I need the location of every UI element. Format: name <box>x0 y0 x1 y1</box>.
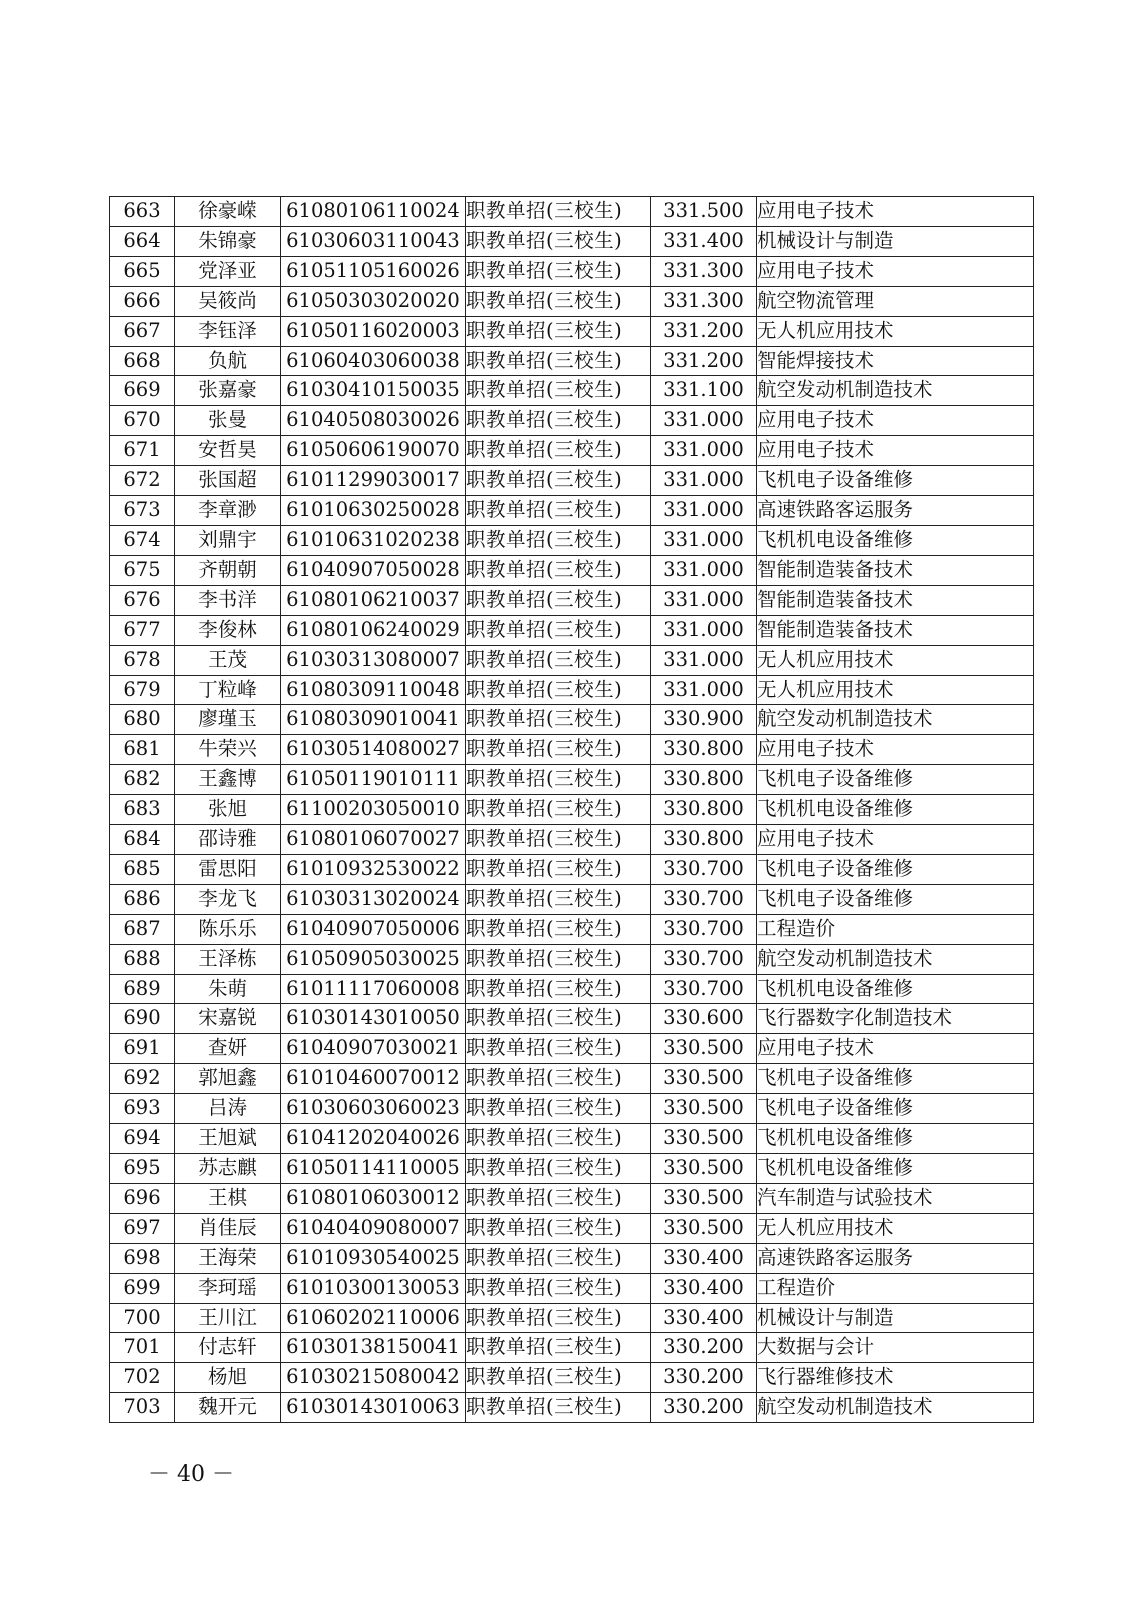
exam-id-cell: 61030143010063 <box>281 1393 466 1423</box>
name-cell: 王旭斌 <box>175 1124 281 1154</box>
score-cell: 331.500 <box>651 197 757 227</box>
major-cell: 无人机应用技术 <box>757 1213 1034 1243</box>
table-row <box>110 645 1034 675</box>
table-row <box>110 286 1034 316</box>
score-cell: 330.500 <box>651 1124 757 1154</box>
exam-id-cell: 61050116020003 <box>281 316 466 346</box>
exam-id-cell: 61040907030021 <box>281 1034 466 1064</box>
score-cell: 330.500 <box>651 1183 757 1213</box>
major-cell: 应用电子技术 <box>757 406 1034 436</box>
major-cell: 智能制造装备技术 <box>757 585 1034 615</box>
exam-id-cell: 61030313020024 <box>281 884 466 914</box>
rank-cell: 702 <box>110 1363 175 1393</box>
score-cell: 330.800 <box>651 825 757 855</box>
score-cell: 331.000 <box>651 585 757 615</box>
score-cell: 331.400 <box>651 226 757 256</box>
exam-id-cell: 61040409080007 <box>281 1213 466 1243</box>
exam-id-cell: 61060202110006 <box>281 1303 466 1333</box>
major-cell: 应用电子技术 <box>757 1034 1034 1064</box>
score-cell: 330.400 <box>651 1303 757 1333</box>
rank-cell: 703 <box>110 1393 175 1423</box>
major-cell: 高速铁路客运服务 <box>757 1243 1034 1273</box>
name-cell: 魏开元 <box>175 1393 281 1423</box>
name-cell: 郭旭鑫 <box>175 1064 281 1094</box>
exam-id-cell: 61080106240029 <box>281 615 466 645</box>
score-cell: 331.200 <box>651 316 757 346</box>
major-cell: 飞机机电设备维修 <box>757 795 1034 825</box>
score-cell: 330.700 <box>651 974 757 1004</box>
table-row <box>110 226 1034 256</box>
category-cell: 职教单招(三校生) <box>466 1393 651 1423</box>
table-row <box>110 466 1034 496</box>
score-cell: 330.400 <box>651 1243 757 1273</box>
name-cell: 李章渺 <box>175 496 281 526</box>
table-row <box>110 1303 1034 1333</box>
score-cell: 331.300 <box>651 286 757 316</box>
table-row <box>110 1333 1034 1363</box>
table-row <box>110 1004 1034 1034</box>
exam-id-cell: 61010932530022 <box>281 854 466 884</box>
score-cell: 330.500 <box>651 1213 757 1243</box>
exam-id-cell: 61030138150041 <box>281 1333 466 1363</box>
table-row <box>110 615 1034 645</box>
name-cell: 李书洋 <box>175 585 281 615</box>
name-cell: 苏志麒 <box>175 1154 281 1184</box>
score-cell: 330.700 <box>651 854 757 884</box>
rank-cell: 696 <box>110 1183 175 1213</box>
exam-id-cell: 61010460070012 <box>281 1064 466 1094</box>
exam-id-cell: 61051105160026 <box>281 256 466 286</box>
name-cell: 牛荣兴 <box>175 735 281 765</box>
table-row <box>110 854 1034 884</box>
exam-id-cell: 61010631020238 <box>281 525 466 555</box>
category-cell: 职教单招(三校生) <box>466 585 651 615</box>
rank-cell: 687 <box>110 914 175 944</box>
table-row <box>110 974 1034 1004</box>
rank-cell: 686 <box>110 884 175 914</box>
category-cell: 职教单招(三校生) <box>466 914 651 944</box>
table-row <box>110 1094 1034 1124</box>
table-row <box>110 1064 1034 1094</box>
exam-id-cell: 61030215080042 <box>281 1363 466 1393</box>
rank-cell: 675 <box>110 555 175 585</box>
category-cell: 职教单招(三校生) <box>466 376 651 406</box>
score-cell: 330.800 <box>651 735 757 765</box>
category-cell: 职教单招(三校生) <box>466 1183 651 1213</box>
category-cell: 职教单招(三校生) <box>466 1243 651 1273</box>
name-cell: 王川江 <box>175 1303 281 1333</box>
exam-id-cell: 61010630250028 <box>281 496 466 526</box>
table-row <box>110 316 1034 346</box>
major-cell: 飞机电子设备维修 <box>757 854 1034 884</box>
table-row <box>110 825 1034 855</box>
major-cell: 飞行器数字化制造技术 <box>757 1004 1034 1034</box>
table-row <box>110 256 1034 286</box>
exam-id-cell: 61040907050006 <box>281 914 466 944</box>
rank-cell: 681 <box>110 735 175 765</box>
rank-cell: 695 <box>110 1154 175 1184</box>
rank-cell: 689 <box>110 974 175 1004</box>
category-cell: 职教单招(三校生) <box>466 555 651 585</box>
score-cell: 330.800 <box>651 765 757 795</box>
table-row <box>110 914 1034 944</box>
category-cell: 职教单招(三校生) <box>466 286 651 316</box>
category-cell: 职教单招(三校生) <box>466 406 651 436</box>
category-cell: 职教单招(三校生) <box>466 525 651 555</box>
exam-id-cell: 61080309110048 <box>281 675 466 705</box>
score-cell: 330.500 <box>651 1154 757 1184</box>
name-cell: 李钰泽 <box>175 316 281 346</box>
exam-id-cell: 61050606190070 <box>281 436 466 466</box>
score-cell: 330.700 <box>651 914 757 944</box>
rank-cell: 698 <box>110 1243 175 1273</box>
score-cell: 331.000 <box>651 555 757 585</box>
rank-cell: 670 <box>110 406 175 436</box>
name-cell: 吴筱尚 <box>175 286 281 316</box>
exam-id-cell: 61080106030012 <box>281 1183 466 1213</box>
name-cell: 齐朝朝 <box>175 555 281 585</box>
rank-cell: 677 <box>110 615 175 645</box>
major-cell: 应用电子技术 <box>757 825 1034 855</box>
table-row <box>110 705 1034 735</box>
table-row <box>110 525 1034 555</box>
table-row <box>110 765 1034 795</box>
category-cell: 职教单招(三校生) <box>466 346 651 376</box>
rank-cell: 667 <box>110 316 175 346</box>
category-cell: 职教单招(三校生) <box>466 226 651 256</box>
exam-id-cell: 61080106110024 <box>281 197 466 227</box>
rank-cell: 674 <box>110 525 175 555</box>
category-cell: 职教单招(三校生) <box>466 316 651 346</box>
major-cell: 航空发动机制造技术 <box>757 705 1034 735</box>
major-cell: 飞机机电设备维修 <box>757 525 1034 555</box>
exam-id-cell: 61080309010041 <box>281 705 466 735</box>
rank-cell: 680 <box>110 705 175 735</box>
exam-id-cell: 61041202040026 <box>281 1124 466 1154</box>
rank-cell: 671 <box>110 436 175 466</box>
table-row <box>110 1183 1034 1213</box>
name-cell: 刘鼎宇 <box>175 525 281 555</box>
score-cell: 330.700 <box>651 884 757 914</box>
rank-cell: 693 <box>110 1094 175 1124</box>
category-cell: 职教单招(三校生) <box>466 1154 651 1184</box>
rank-cell: 697 <box>110 1213 175 1243</box>
category-cell: 职教单招(三校生) <box>466 436 651 466</box>
name-cell: 张嘉豪 <box>175 376 281 406</box>
category-cell: 职教单招(三校生) <box>466 1004 651 1034</box>
exam-id-cell: 61030313080007 <box>281 645 466 675</box>
name-cell: 徐豪嵘 <box>175 197 281 227</box>
name-cell: 王泽栋 <box>175 944 281 974</box>
rank-cell: 665 <box>110 256 175 286</box>
major-cell: 工程造价 <box>757 914 1034 944</box>
name-cell: 陈乐乐 <box>175 914 281 944</box>
name-cell: 李俊林 <box>175 615 281 645</box>
major-cell: 机械设计与制造 <box>757 226 1034 256</box>
category-cell: 职教单招(三校生) <box>466 496 651 526</box>
category-cell: 职教单招(三校生) <box>466 735 651 765</box>
score-cell: 330.500 <box>651 1034 757 1064</box>
table-row <box>110 496 1034 526</box>
score-cell: 331.000 <box>651 406 757 436</box>
category-cell: 职教单招(三校生) <box>466 1303 651 1333</box>
category-cell: 职教单招(三校生) <box>466 615 651 645</box>
exam-id-cell: 61010300130053 <box>281 1273 466 1303</box>
rank-cell: 701 <box>110 1333 175 1363</box>
name-cell: 肖佳辰 <box>175 1213 281 1243</box>
rank-cell: 688 <box>110 944 175 974</box>
major-cell: 工程造价 <box>757 1273 1034 1303</box>
exam-id-cell: 61050119010111 <box>281 765 466 795</box>
major-cell: 飞机电子设备维修 <box>757 466 1034 496</box>
exam-id-cell: 61050905030025 <box>281 944 466 974</box>
major-cell: 航空发动机制造技术 <box>757 1393 1034 1423</box>
category-cell: 职教单招(三校生) <box>466 944 651 974</box>
rank-cell: 694 <box>110 1124 175 1154</box>
score-cell: 330.400 <box>651 1273 757 1303</box>
rank-cell: 676 <box>110 585 175 615</box>
rank-cell: 663 <box>110 197 175 227</box>
name-cell: 邵诗雅 <box>175 825 281 855</box>
exam-id-cell: 61060403060038 <box>281 346 466 376</box>
rank-cell: 678 <box>110 645 175 675</box>
score-cell: 331.000 <box>651 525 757 555</box>
major-cell: 飞机机电设备维修 <box>757 1154 1034 1184</box>
name-cell: 廖瑾玉 <box>175 705 281 735</box>
rank-cell: 700 <box>110 1303 175 1333</box>
name-cell: 付志轩 <box>175 1333 281 1363</box>
exam-id-cell: 61040508030026 <box>281 406 466 436</box>
score-cell: 331.000 <box>651 496 757 526</box>
table-row <box>110 1034 1034 1064</box>
major-cell: 应用电子技术 <box>757 436 1034 466</box>
score-cell: 330.700 <box>651 944 757 974</box>
rank-cell: 685 <box>110 854 175 884</box>
admission-table-body <box>110 197 1034 1423</box>
major-cell: 飞机电子设备维修 <box>757 884 1034 914</box>
table-row <box>110 1154 1034 1184</box>
table-row <box>110 675 1034 705</box>
exam-id-cell: 61030603060023 <box>281 1094 466 1124</box>
table-row <box>110 1124 1034 1154</box>
category-cell: 职教单招(三校生) <box>466 765 651 795</box>
table-row <box>110 555 1034 585</box>
major-cell: 智能制造装备技术 <box>757 555 1034 585</box>
category-cell: 职教单招(三校生) <box>466 1034 651 1064</box>
rank-cell: 668 <box>110 346 175 376</box>
major-cell: 智能制造装备技术 <box>757 615 1034 645</box>
score-cell: 330.200 <box>651 1333 757 1363</box>
name-cell: 吕涛 <box>175 1094 281 1124</box>
major-cell: 智能焊接技术 <box>757 346 1034 376</box>
category-cell: 职教单招(三校生) <box>466 705 651 735</box>
rank-cell: 684 <box>110 825 175 855</box>
table-row <box>110 346 1034 376</box>
table-row <box>110 197 1034 227</box>
name-cell: 张曼 <box>175 406 281 436</box>
exam-id-cell: 61080106210037 <box>281 585 466 615</box>
table-row <box>110 1243 1034 1273</box>
rank-cell: 691 <box>110 1034 175 1064</box>
major-cell: 无人机应用技术 <box>757 316 1034 346</box>
exam-id-cell: 61050303020020 <box>281 286 466 316</box>
rank-cell: 692 <box>110 1064 175 1094</box>
major-cell: 飞机机电设备维修 <box>757 974 1034 1004</box>
name-cell: 李珂瑶 <box>175 1273 281 1303</box>
table-row <box>110 1363 1034 1393</box>
category-cell: 职教单招(三校生) <box>466 466 651 496</box>
exam-id-cell: 61040907050028 <box>281 555 466 585</box>
name-cell: 雷思阳 <box>175 854 281 884</box>
category-cell: 职教单招(三校生) <box>466 1363 651 1393</box>
table-row <box>110 585 1034 615</box>
name-cell: 朱锦豪 <box>175 226 281 256</box>
category-cell: 职教单招(三校生) <box>466 645 651 675</box>
score-cell: 330.200 <box>651 1393 757 1423</box>
name-cell: 王海荣 <box>175 1243 281 1273</box>
name-cell: 丁粒峰 <box>175 675 281 705</box>
category-cell: 职教单招(三校生) <box>466 675 651 705</box>
major-cell: 飞机电子设备维修 <box>757 1064 1034 1094</box>
major-cell: 航空发动机制造技术 <box>757 376 1034 406</box>
major-cell: 航空发动机制造技术 <box>757 944 1034 974</box>
rank-cell: 666 <box>110 286 175 316</box>
category-cell: 职教单招(三校生) <box>466 795 651 825</box>
category-cell: 职教单招(三校生) <box>466 854 651 884</box>
name-cell: 李龙飞 <box>175 884 281 914</box>
name-cell: 朱萌 <box>175 974 281 1004</box>
major-cell: 飞行器维修技术 <box>757 1363 1034 1393</box>
major-cell: 无人机应用技术 <box>757 675 1034 705</box>
table-row <box>110 1273 1034 1303</box>
rank-cell: 699 <box>110 1273 175 1303</box>
exam-id-cell: 61011117060008 <box>281 974 466 1004</box>
table-row <box>110 795 1034 825</box>
rank-cell: 682 <box>110 765 175 795</box>
name-cell: 宋嘉锐 <box>175 1004 281 1034</box>
category-cell: 职教单招(三校生) <box>466 197 651 227</box>
category-cell: 职教单招(三校生) <box>466 1273 651 1303</box>
table-row <box>110 1393 1034 1423</box>
table-row <box>110 1213 1034 1243</box>
major-cell: 应用电子技术 <box>757 256 1034 286</box>
rank-cell: 672 <box>110 466 175 496</box>
category-cell: 职教单招(三校生) <box>466 1124 651 1154</box>
major-cell: 飞机电子设备维修 <box>757 765 1034 795</box>
major-cell: 飞机机电设备维修 <box>757 1124 1034 1154</box>
category-cell: 职教单招(三校生) <box>466 1064 651 1094</box>
score-cell: 330.500 <box>651 1064 757 1094</box>
name-cell: 查妍 <box>175 1034 281 1064</box>
table-row <box>110 436 1034 466</box>
name-cell: 安哲昊 <box>175 436 281 466</box>
name-cell: 王茂 <box>175 645 281 675</box>
exam-id-cell: 61010930540025 <box>281 1243 466 1273</box>
exam-id-cell: 61030514080027 <box>281 735 466 765</box>
exam-id-cell: 61080106070027 <box>281 825 466 855</box>
score-cell: 330.600 <box>651 1004 757 1034</box>
score-cell: 331.000 <box>651 436 757 466</box>
score-cell: 331.100 <box>651 376 757 406</box>
category-cell: 职教单招(三校生) <box>466 884 651 914</box>
name-cell: 负航 <box>175 346 281 376</box>
score-cell: 330.500 <box>651 1094 757 1124</box>
score-cell: 331.000 <box>651 615 757 645</box>
page-number: － 40 － <box>148 1462 234 1487</box>
major-cell: 高速铁路客运服务 <box>757 496 1034 526</box>
rank-cell: 669 <box>110 376 175 406</box>
major-cell: 应用电子技术 <box>757 735 1034 765</box>
exam-id-cell: 61011299030017 <box>281 466 466 496</box>
major-cell: 航空物流管理 <box>757 286 1034 316</box>
name-cell: 王鑫博 <box>175 765 281 795</box>
exam-id-cell: 61050114110005 <box>281 1154 466 1184</box>
table-row <box>110 376 1034 406</box>
rank-cell: 679 <box>110 675 175 705</box>
major-cell: 汽车制造与试验技术 <box>757 1183 1034 1213</box>
score-cell: 331.300 <box>651 256 757 286</box>
category-cell: 职教单招(三校生) <box>466 825 651 855</box>
table-row <box>110 944 1034 974</box>
score-cell: 331.000 <box>651 466 757 496</box>
rank-cell: 690 <box>110 1004 175 1034</box>
score-cell: 331.000 <box>651 675 757 705</box>
name-cell: 杨旭 <box>175 1363 281 1393</box>
name-cell: 党泽亚 <box>175 256 281 286</box>
category-cell: 职教单招(三校生) <box>466 256 651 286</box>
name-cell: 张国超 <box>175 466 281 496</box>
name-cell: 张旭 <box>175 795 281 825</box>
admission-table <box>109 196 1034 1423</box>
rank-cell: 683 <box>110 795 175 825</box>
table-row <box>110 884 1034 914</box>
exam-id-cell: 61030410150035 <box>281 376 466 406</box>
score-cell: 330.900 <box>651 705 757 735</box>
category-cell: 职教单招(三校生) <box>466 1094 651 1124</box>
category-cell: 职教单招(三校生) <box>466 1213 651 1243</box>
table-row <box>110 406 1034 436</box>
exam-id-cell: 61100203050010 <box>281 795 466 825</box>
major-cell: 应用电子技术 <box>757 197 1034 227</box>
rank-cell: 673 <box>110 496 175 526</box>
rank-cell: 664 <box>110 226 175 256</box>
major-cell: 机械设计与制造 <box>757 1303 1034 1333</box>
category-cell: 职教单招(三校生) <box>466 1333 651 1363</box>
score-cell: 330.800 <box>651 795 757 825</box>
major-cell: 飞机电子设备维修 <box>757 1094 1034 1124</box>
name-cell: 王棋 <box>175 1183 281 1213</box>
score-cell: 331.200 <box>651 346 757 376</box>
exam-id-cell: 61030143010050 <box>281 1004 466 1034</box>
category-cell: 职教单招(三校生) <box>466 974 651 1004</box>
score-cell: 330.200 <box>651 1363 757 1393</box>
major-cell: 大数据与会计 <box>757 1333 1034 1363</box>
table-row <box>110 735 1034 765</box>
score-cell: 331.000 <box>651 645 757 675</box>
exam-id-cell: 61030603110043 <box>281 226 466 256</box>
major-cell: 无人机应用技术 <box>757 645 1034 675</box>
